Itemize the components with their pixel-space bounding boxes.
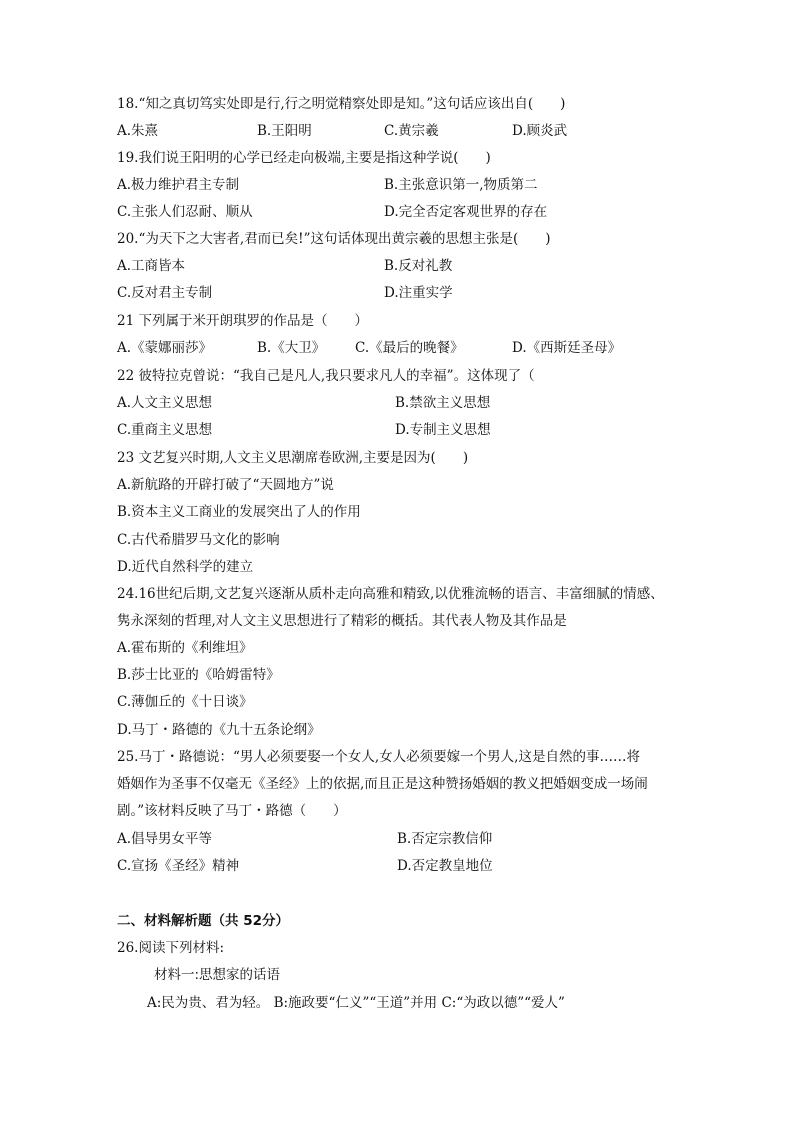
q25-option-c: C.宣扬《圣经》精神 bbox=[117, 858, 240, 874]
question-22-stem: 22 彼特拉克曾说：“我自己是凡人,我只要求凡人的幸福”。这体现了（ bbox=[117, 368, 535, 384]
q18-option-b: B.王阳明 bbox=[257, 123, 312, 139]
q22-option-d: D.专制主义思想 bbox=[395, 422, 491, 438]
question-19-stem: 19.我们说王阳明的心学已经走向极端,主要是指这种学说( ) bbox=[117, 150, 491, 166]
q18-option-c: C.黄宗羲 bbox=[384, 123, 439, 139]
question-26-intro: 26.阅读下列材料: bbox=[117, 940, 225, 956]
question-25-stem-line-1: 25.马丁・路德说：“男人必须要娶一个女人,女人必须要嫁一个男人,这是自然的事……将 bbox=[117, 749, 640, 765]
material-1-title: 材料一:思想家的话语 bbox=[154, 967, 281, 983]
q20-option-b: B.反对礼教 bbox=[384, 258, 453, 274]
q21-option-b: B.《大卫》 bbox=[257, 340, 326, 356]
material-1-quotes: A:民为贵、君为轻。 B:施政要“仁义”“王道”并用 C:“为政以德”“爱人” bbox=[147, 995, 565, 1011]
q19-option-c: C.主张人们忍耐、顺从 bbox=[117, 204, 253, 220]
q23-option-c: C.古代希腊罗马文化的影响 bbox=[117, 532, 280, 548]
section-2-heading: 二、材料解析题（共 52分） bbox=[117, 913, 289, 929]
q20-option-a: A.工商皆本 bbox=[117, 258, 186, 274]
q25-option-d: D.否定教皇地位 bbox=[397, 858, 493, 874]
q23-option-a: A.新航路的开辟打破了“天圆地方”说 bbox=[117, 477, 334, 493]
q24-option-a: A.霍布斯的《利维坦》 bbox=[117, 640, 253, 656]
q24-option-c: C.薄伽丘的《十日谈》 bbox=[117, 694, 253, 710]
question-24-stem-line-2: 隽永深刻的哲理,对人文主义思想进行了精彩的概括。其代表人物及其作品是 bbox=[117, 613, 567, 629]
q19-option-d: D.完全否定客观世界的存在 bbox=[384, 204, 548, 220]
q24-option-b: B.莎士比亚的《哈姆雷特》 bbox=[117, 667, 280, 683]
q21-option-a: A.《蒙娜丽莎》 bbox=[117, 340, 213, 356]
q19-option-b: B.主张意识第一,物质第二 bbox=[384, 177, 538, 193]
q20-option-d: D.注重实学 bbox=[384, 285, 453, 301]
question-23-stem: 23 文艺复兴时期,人文主义思潮席卷欧洲,主要是因为( ) bbox=[117, 450, 469, 466]
question-25-stem-line-2: 婚姻作为圣事不仅毫无《圣经》上的依据,而且正是这种赞扬婚姻的教义把婚姻变成一场闹 bbox=[117, 776, 648, 792]
q25-option-b: B.否定宗教信仰 bbox=[397, 831, 493, 847]
q23-option-b: B.资本主义工商业的发展突出了人的作用 bbox=[117, 504, 361, 520]
q18-option-a: A.朱熹 bbox=[117, 123, 159, 139]
q22-option-b: B.禁欲主义思想 bbox=[395, 395, 491, 411]
q19-option-a: A.极力维护君主专制 bbox=[117, 177, 240, 193]
question-25-stem-line-3: 剧。”该材料反映了马丁・路德（ ） bbox=[117, 803, 347, 819]
question-21-stem: 21 下列属于米开朗琪罗的作品是（ ） bbox=[117, 313, 368, 329]
question-24-stem-line-1: 24.16世纪后期,文艺复兴逐渐从质朴走向高雅和精致,以优雅流畅的语言、丰富细腻的情感、 bbox=[117, 586, 664, 602]
q25-option-a: A.倡导男女平等 bbox=[117, 831, 213, 847]
q22-option-c: C.重商主义思想 bbox=[117, 422, 213, 438]
q18-option-d: D.顾炎武 bbox=[512, 123, 568, 139]
q21-option-c: C.《最后的晚餐》 bbox=[355, 340, 464, 356]
question-20-stem: 20.“为天下之大害者,君而已矣!”这句话体现出黄宗羲的思想主张是( ) bbox=[117, 231, 551, 247]
q24-option-d: D.马丁・路德的《九十五条论纲》 bbox=[117, 722, 321, 738]
q21-option-d: D.《西斯廷圣母》 bbox=[512, 340, 622, 356]
q22-option-a: A.人文主义思想 bbox=[117, 395, 213, 411]
q20-option-c: C.反对君主专制 bbox=[117, 285, 213, 301]
q23-option-d: D.近代自然科学的建立 bbox=[117, 559, 254, 575]
question-18-stem: 18.“知之真切笃实处即是行,行之明觉精察处即是知。”这句话应该出自( ) bbox=[117, 96, 566, 112]
